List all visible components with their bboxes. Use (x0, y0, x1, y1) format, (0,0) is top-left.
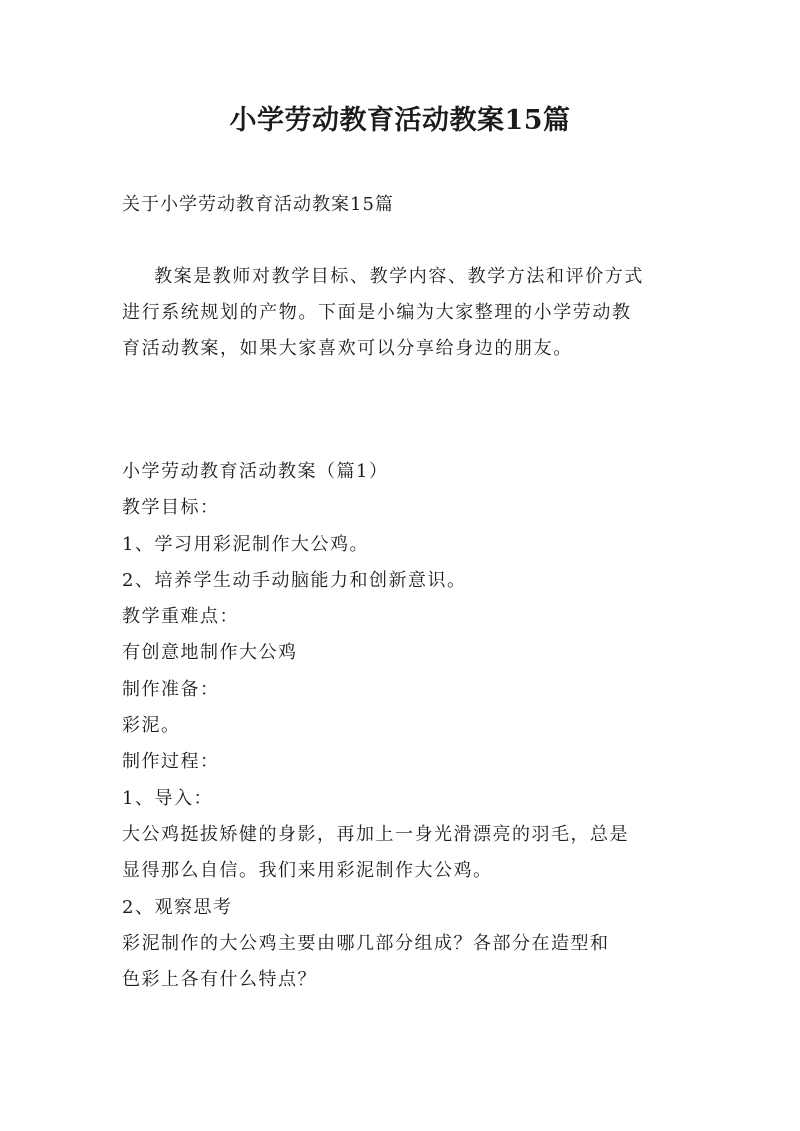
body-line: 显得那么自信。我们来用彩泥制作大公鸡。 (122, 860, 493, 882)
intro-line: 进行系统规划的产物。下面是小编为大家整理的小学劳动教 (122, 302, 632, 323)
body-line: 1、学习用彩泥制作大公鸡。 (122, 533, 369, 555)
section-heading: 小学劳动教育活动教案（篇1） (122, 461, 389, 482)
document-subtitle: 关于小学劳动教育活动教案15篇 (122, 194, 394, 215)
lesson-section (122, 454, 692, 998)
body-line: 2、观察思考 (122, 896, 233, 918)
document-title: 小学劳动教育活动教案15篇 (229, 105, 571, 136)
body-line: 教学重难点： (122, 606, 239, 628)
body-line: 大公鸡挺拔矫健的身影，再加上一身光滑漂亮的羽毛，总是 (122, 823, 629, 845)
body-line: 制作过程： (122, 751, 220, 773)
body-line: 色彩上各有什么特点？ (122, 969, 317, 991)
body-line: 1、导入： (122, 787, 213, 809)
intro-line: 育活动教案，如果大家喜欢可以分享给身边的朋友。 (122, 338, 573, 359)
body-line: 彩泥制作的大公鸡主要由哪几部分组成？各部分在造型和 (122, 932, 610, 954)
body-line: 教学目标： (122, 497, 220, 519)
intro-line: 教案是教师对教学目标、教学内容、教学方法和评价方式 (154, 266, 644, 287)
body-line: 有创意地制作大公鸡 (122, 642, 298, 664)
intro-paragraph (122, 259, 687, 367)
body-line: 2、培养学生动手动脑能力和创新意识。 (122, 569, 467, 591)
body-line: 彩泥。 (122, 715, 181, 737)
body-line: 制作准备： (122, 678, 220, 700)
